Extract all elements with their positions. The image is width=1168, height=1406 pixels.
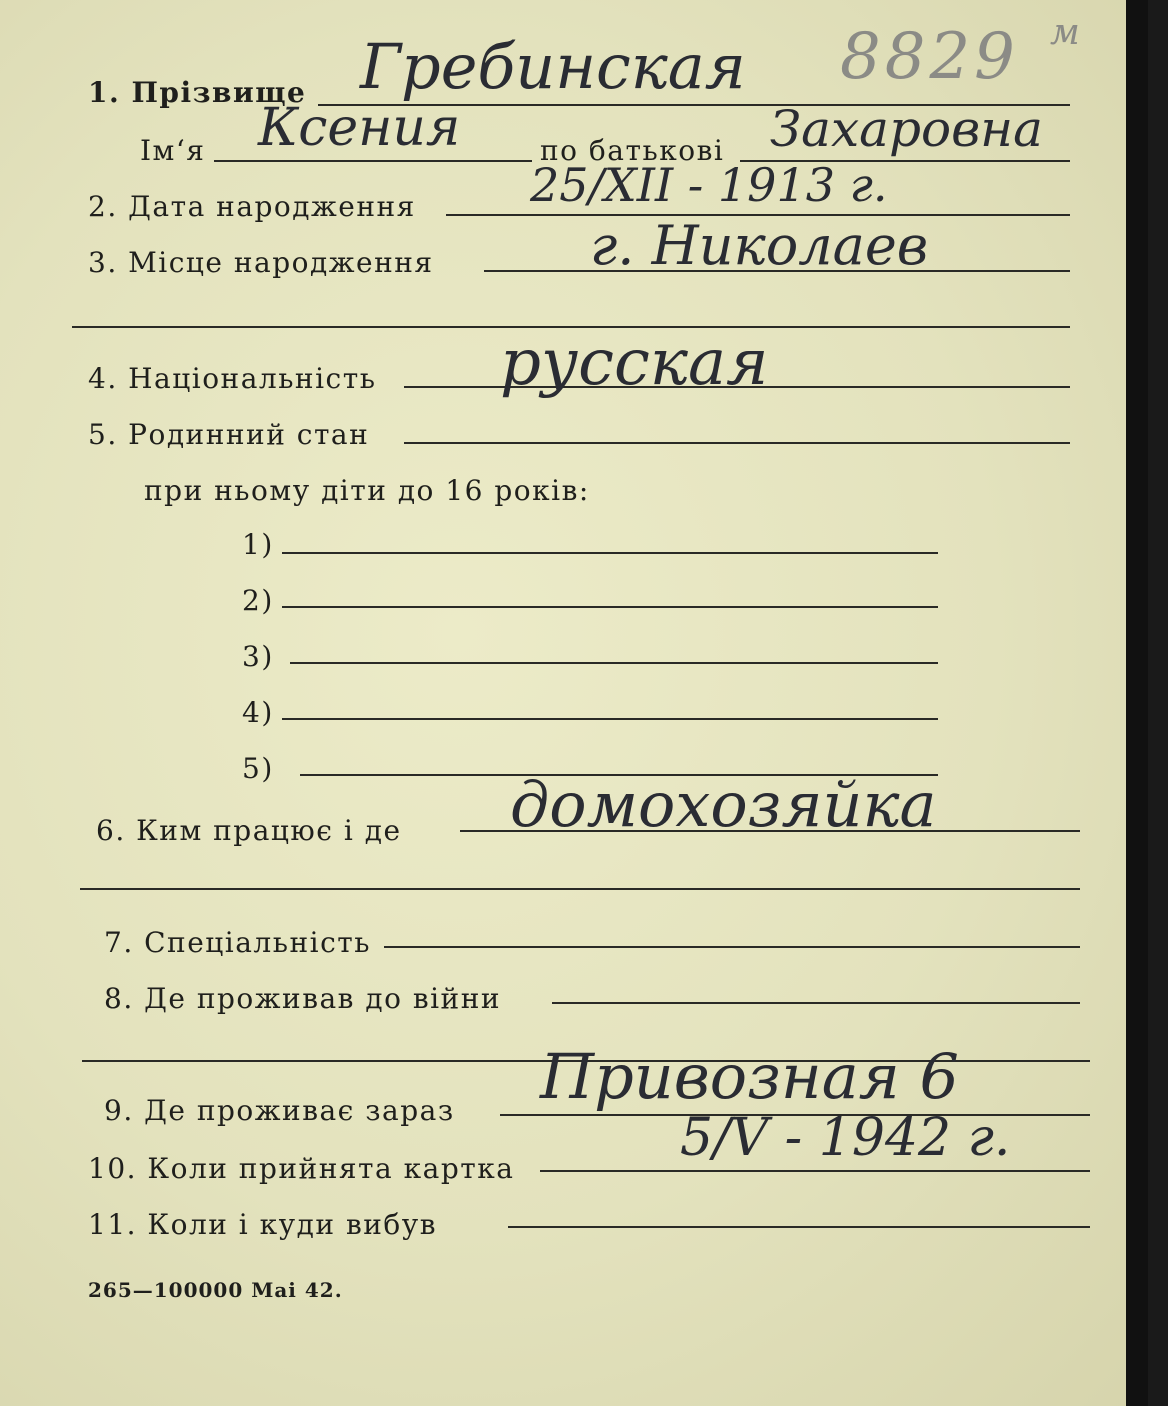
field-card-accepted-label: 10. Коли прийнята картка bbox=[88, 1152, 515, 1185]
print-code: 265—100000 Mai 42. bbox=[88, 1278, 343, 1302]
field-surname-label: 1. Прізвище bbox=[88, 76, 307, 109]
birthplace-value: г. Николаев bbox=[590, 214, 929, 277]
field-occupation-label: 6. Ким працює і де bbox=[96, 814, 402, 847]
field-nationality-label: 4. Національність bbox=[88, 362, 377, 395]
card-accepted-value: 5/V - 1942 г. bbox=[680, 1108, 1011, 1168]
child-line-1: 1) bbox=[242, 528, 274, 561]
field-birthdate-label: 2. Дата народження bbox=[88, 190, 416, 223]
field-prewar-address-label: 8. Де проживав до війни bbox=[104, 982, 502, 1015]
card-number: 8829 bbox=[840, 20, 1019, 94]
child-line-5: 5) bbox=[242, 752, 274, 785]
field-departure-label: 11. Коли і куди вибув bbox=[88, 1208, 437, 1241]
field-specialty-label: 7. Спеціальність bbox=[104, 926, 371, 959]
occupation-value: домохозяйка bbox=[510, 768, 937, 841]
background-edge bbox=[1126, 0, 1148, 1406]
birthdate-value: 25/XII - 1913 г. bbox=[530, 158, 888, 212]
patronymic-value: Захаровна bbox=[770, 100, 1043, 158]
field-current-address-label: 9. Де проживає зараз bbox=[104, 1094, 455, 1127]
child-line-4: 4) bbox=[242, 696, 274, 729]
current-address-value: Привозная 6 bbox=[540, 1040, 959, 1113]
surname-value: Гребинская bbox=[360, 30, 746, 103]
field-patronymic-label: по батькові bbox=[540, 134, 725, 167]
child-line-2: 2) bbox=[242, 584, 274, 617]
nationality-value: русская bbox=[500, 326, 769, 400]
field-birthplace-label: 3. Місце народження bbox=[88, 246, 434, 279]
card-number-suffix: м bbox=[1050, 12, 1080, 53]
field-name-label: Ім‘я bbox=[140, 134, 206, 167]
child-line-3: 3) bbox=[242, 640, 274, 673]
field-marital-label: 5. Родинний стан bbox=[88, 418, 370, 451]
field-children-label: при ньому діти до 16 років: bbox=[144, 474, 590, 507]
first-name-value: Ксения bbox=[258, 98, 461, 158]
